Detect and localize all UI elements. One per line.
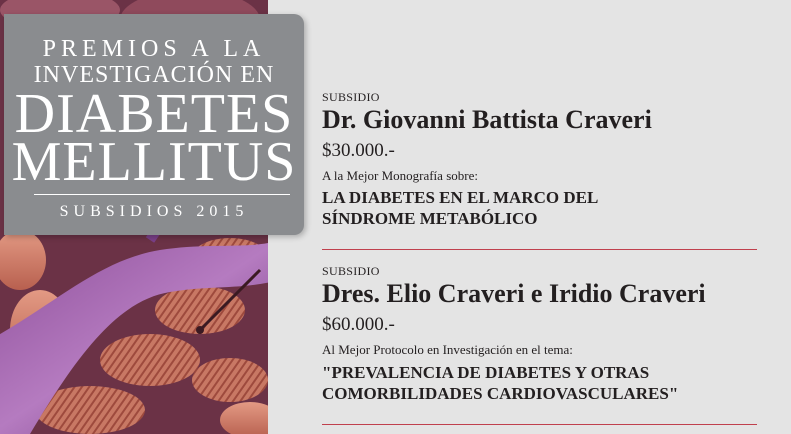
title-diabetes: DIABETES [14, 83, 294, 145]
award-name: Dres. Elio Craveri e Iridio Craveri [322, 279, 706, 308]
title-investigacion: INVESTIGACIÓN EN [33, 62, 275, 88]
award-topic-line: COMORBILIDADES CARDIOVASCULARES" [322, 384, 679, 403]
title-premios: PREMIOS A LA [42, 36, 266, 62]
title-mellitus: MELLITUS [11, 131, 297, 193]
award-kind: SUBSIDIO [322, 90, 380, 104]
award-name: Dr. Giovanni Battista Craveri [322, 105, 652, 134]
award-topic-line: SÍNDROME METABÓLICO [322, 209, 538, 228]
award-description: Al Mejor Protocolo en Investigación en el tema: [322, 342, 573, 357]
title-divider [34, 194, 290, 195]
award-description: A la Mejor Monografía sobre: [322, 168, 478, 183]
award-item [322, 264, 757, 404]
title-panel [4, 14, 304, 235]
awards-list [322, 0, 762, 434]
award-amount: $60.000.- [322, 314, 395, 335]
title-subsidios: SUBSIDIOS 2015 [59, 203, 249, 220]
award-divider [322, 424, 757, 425]
award-item [322, 90, 757, 229]
award-kind: SUBSIDIO [322, 264, 380, 278]
award-amount: $30.000.- [322, 140, 395, 161]
award-topic-line: LA DIABETES EN EL MARCO DEL [322, 188, 599, 207]
award-topic-line: "PREVALENCIA DE DIABETES Y OTRAS [322, 363, 650, 382]
award-divider [322, 249, 757, 250]
